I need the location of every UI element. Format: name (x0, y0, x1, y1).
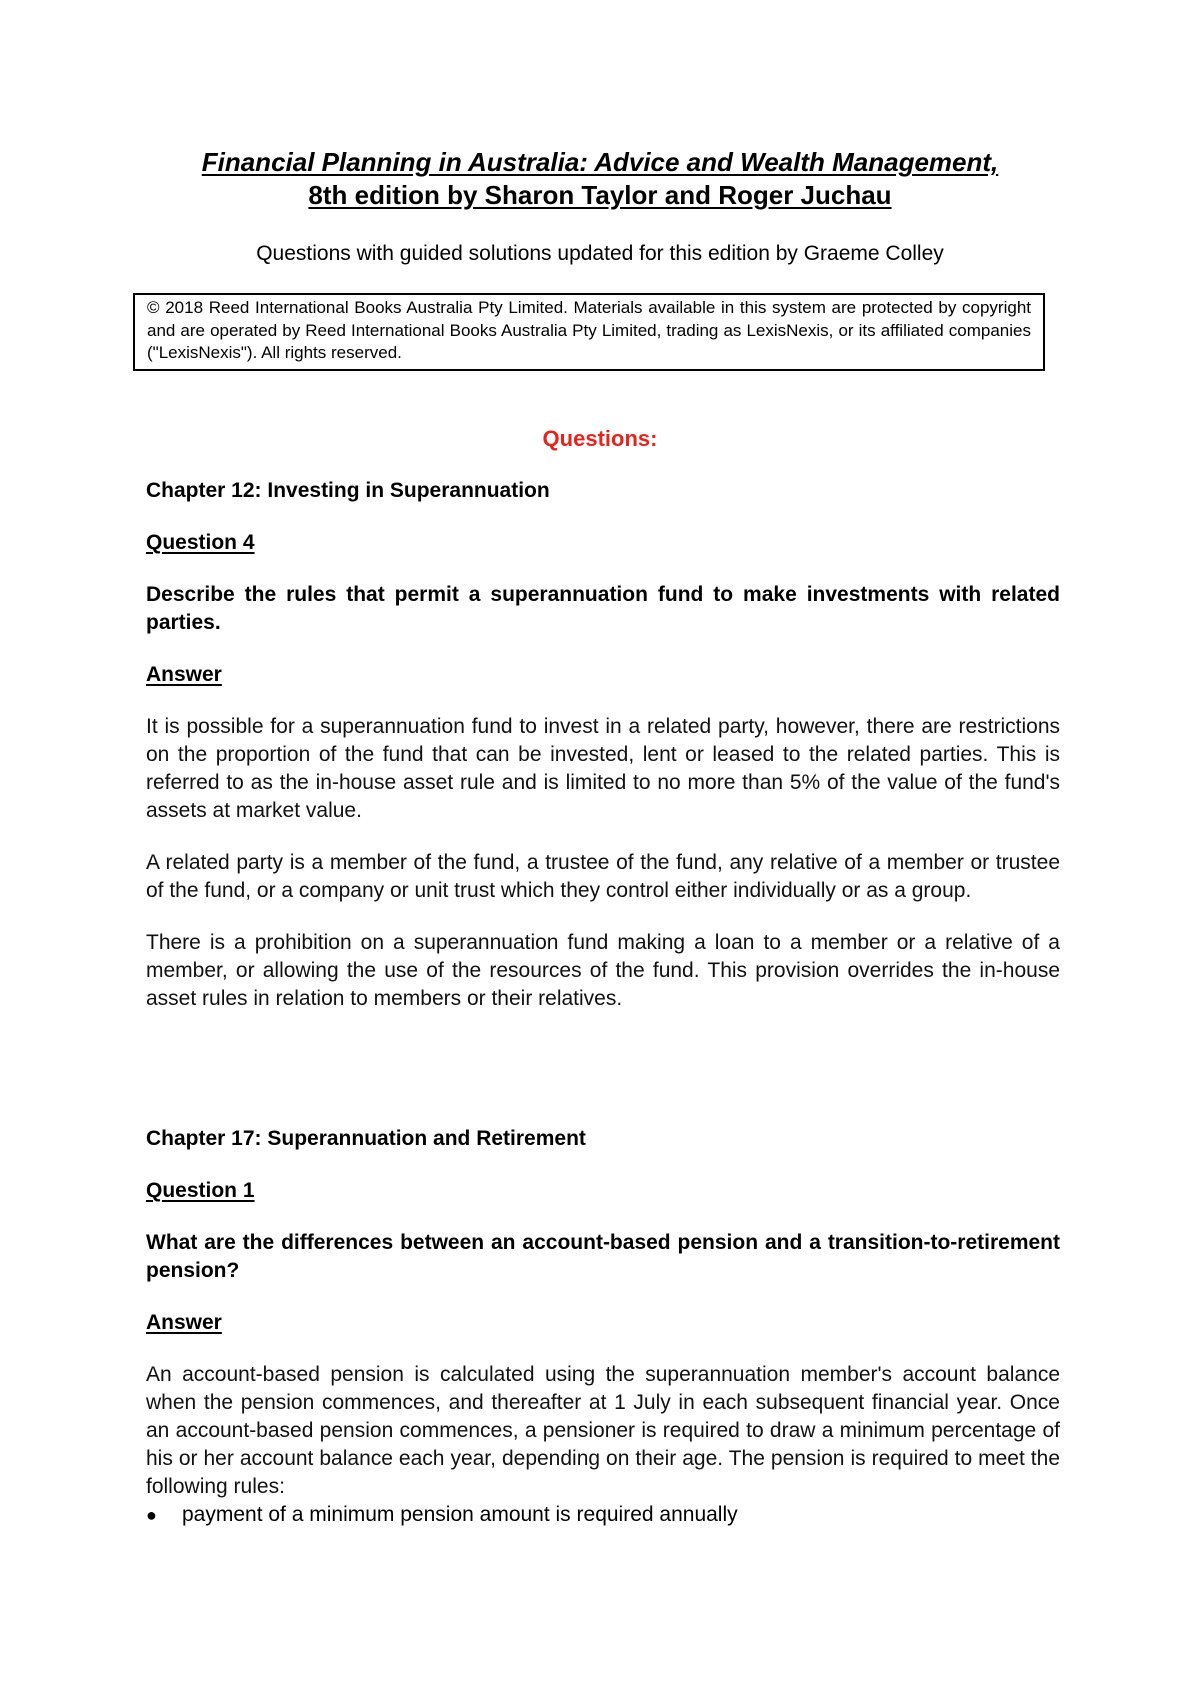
chapter-heading: Chapter 17: Superannuation and Retirement (146, 1127, 586, 1150)
answer-paragraph: An account-based pension is calculated using the superannuation member's account balance when the pension commences, and thereafter at 1 July in each subsequent financial year. Once an account-based pension commences, a pensioner is required to draw a minimum percentage of his or her account balance each year, depending on their age. The pension is required to meet the following rules: (146, 1363, 1060, 1498)
chapter-12-section (146, 477, 1060, 1013)
title-line-2: 8th edition by Sharon Taylor and Roger Juchau (308, 180, 892, 210)
answer-paragraph: There is a prohibition on a superannuation fund making a loan to a member or a relative of a member, or allowing the use of the resources of the fund. This provision overrides the in-house asset rules in relation to members or their relatives. (146, 931, 1060, 1010)
copyright-notice: © 2018 Reed International Books Australia Pty Limited. Materials available in this system are protected by copyright and are operated by Reed International Books Australia Pty Limited, trading as LexisNexis, or its affiliated companies ("LexisNexis"). All rights reserved. (133, 293, 1045, 371)
answer-paragraph: It is possible for a superannuation fund to invest in a related party, however, there are restrictions on the proportion of the fund that can be invested, lent or leased to the related parties. This is referred to as the in-house asset rule and is limited to no more than 5% of the value of the fund's assets at market value. (146, 715, 1060, 822)
document-title (0, 146, 1200, 212)
bullet-icon: ● (146, 1505, 157, 1525)
chapter-17-section (146, 1125, 1060, 1529)
question-text: What are the differences between an account-based pension and a transition-to-retirement pension? (146, 1231, 1060, 1282)
answer-paragraph: A related party is a member of the fund, a trustee of the fund, any relative of a member or trustee of the fund, or a company or unit trust which they control either individually or as a group. (146, 851, 1060, 902)
answer-label: Answer (146, 1311, 222, 1334)
bullet-text: payment of a minimum pension amount is required annually (182, 1503, 738, 1526)
question-label: Question 1 (146, 1179, 255, 1202)
answer-label: Answer (146, 663, 222, 686)
questions-heading: Questions: (542, 426, 658, 451)
document-subtitle: Questions with guided solutions updated for this edition by Graeme Colley (256, 242, 944, 265)
title-line-1: Financial Planning in Australia: Advice and Wealth Management, (201, 147, 999, 177)
question-text: Describe the rules that permit a superannuation fund to make investments with related parties. (146, 583, 1060, 634)
chapter-heading: Chapter 12: Investing in Superannuation (146, 479, 550, 502)
bullet-item (146, 1501, 1060, 1529)
question-label: Question 4 (146, 531, 255, 554)
